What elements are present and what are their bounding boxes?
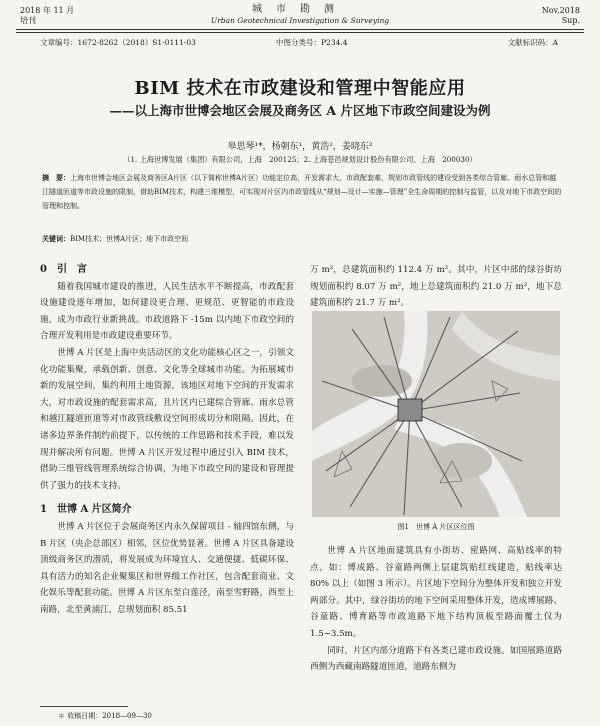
received-date-footnote: ＊ 收稿日期：2018—09—30 — [58, 712, 152, 720]
supplement: Sup. — [561, 16, 580, 25]
section-0-heading: 0 引 言 — [40, 264, 87, 275]
author-list: 皋思琴¹*，杨朝东¹，黄浩²，姜晓东² — [227, 142, 373, 152]
header-rule — [16, 29, 584, 30]
figure-1-caption: 图1 世博 A 片区区位图 — [397, 523, 475, 531]
intro-paragraph-1: 随着我国城市建设的推进，人民生活水平不断提高，市政配套设施建设逐年增加，如何建设更合理、更规范、更智能的市政设施，成为市政行业新挑战。市政道路下 -15m 以内地下市政空间的合理开发利用是市政建设重要环节。 — [40, 281, 294, 342]
site-a-marker — [398, 399, 422, 421]
abstract-label: 摘 要： — [42, 173, 70, 182]
abstract-text: 上海市世博会地区会展及商务区A片区（以下简称世博A片区）功能定位高，开发需求大，市政配套难，规划市政管线的建设受到各类综合管廊、雨水总管和越江隧道匝道等市政设施的限制，借助BIM技术，构建三维模型，可实现对片区内市政管线从“规划—设计—实施—管理”全生命周期的控制与监管，以及对地下市政空间的管理和控制。 — [42, 174, 562, 210]
right-paragraph-3: 同时，片区内部分道路下有各类已建市政设施。如国展路道路西侧为西藏南路隧道匝道，道路东侧为 — [310, 645, 562, 673]
keywords-text: BIM技术；世博A片区；地下市政空间 — [70, 235, 189, 243]
document-code: 文献标识码：A — [507, 38, 558, 47]
running-header-center — [0, 4, 600, 26]
paper-title: BIM 技术在市政建设和管理中智能应用 — [134, 78, 466, 99]
right-paragraph-2: 世博 A 片区地面建筑具有小街坊、密路网、高贴线率的特点，如：博成路、谷童路两侧上层建筑贴红线建造，贴线率达 80% 以上（如图 3 所示）。片区地下空间分为整体开发和独立开发两部分。其中，绿谷街坊的地下空间采用整体开发，造成博展路、谷童路、博育路等市政道路下地下结构顶板至路面覆土仅为 1.5~3.5m。 — [310, 546, 562, 639]
keywords — [42, 234, 562, 244]
affiliation: （1. 上海世博发展（集团）有限公司，上海 200125；2. 上海苍邑规划设计股份有限公司、上海 200030） — [123, 155, 477, 164]
issue-date: 2018 年 11 月 — [20, 6, 75, 15]
clc-number: 中图分类号：P234.4 — [276, 38, 348, 47]
running-header-right — [542, 6, 580, 26]
right-column-bottom — [310, 543, 562, 676]
section-1-paragraph: 世博 A 片区位于会展商务区内永久保留项目 - 轴四馆东侧，与 B 片区（央企总部区）相邻，区位优势显著。世博 A 片区具备建设顶级商务区的潜质，将发展成为环境宜人、交通便捷、低碳环保、具有活力的知名企业聚集区和世界级工作社区，包含配套商业、文化娱乐等配套功能。世博 A 片区东至白莲泾，南至雪野路，西至上南路，北至黄浦江，总规划面积 85.51 — [40, 521, 294, 615]
location-map-figure — [312, 311, 560, 517]
right-column-top — [310, 262, 562, 312]
issue-section: 培刊 — [20, 16, 36, 25]
abstract — [42, 171, 562, 213]
paper-subtitle: ——以上海市世博会地区会展及商务区 A 片区地下市政空间建设为例 — [109, 103, 491, 118]
intro-paragraph-2: 世博 A 片区是上海中央活动区的文化功能核心区之一，引领文化功能集聚，承载创新、创意、文化等全球城市功能。为拓展城市新的发展空间，集约利用土地资源，该地区对地下空间的开发需求大，对市政设施的配套需求高，且片区内已建综合管廊、雨水总管和越江隧道匝道等对市政管线敷设空间形成切分和阻隔。因此，在诸多边界条件制约前提下，以传统的工作思路和技术手段，难以发现并解决所有问题。世博 A 片区开发过程中通过引入 BIM 技术，借助三维管线管理系统综合协调，为地下市政空间的建设和管理提供了强力的技术支持。 — [40, 347, 294, 491]
left-column — [40, 262, 294, 618]
issue-en: Nov.2018 — [541, 6, 580, 15]
article-id: 文章编号：1672-8262（2018）S1-0111-03 — [40, 38, 196, 47]
keywords-label: 关键词： — [42, 234, 70, 243]
section-1-heading: 1 世博 A 片区简介 — [40, 504, 132, 516]
continued-paragraph: 万 m²，总建筑面积约 112.4 万 m²。其中，片区中部的绿谷街坊规划面积约 8.07 万 m²，地上总建筑面积约 21.0 万 m²，地下总建筑面积约 21.7 万 m²。 — [310, 265, 562, 309]
journal-name-cn: 城市勘测 — [252, 4, 348, 15]
footnote-rule — [40, 706, 128, 707]
header-rule-thin — [16, 32, 584, 33]
journal-name-en: Urban Geotechnical Investigation & Surveying — [210, 16, 390, 25]
